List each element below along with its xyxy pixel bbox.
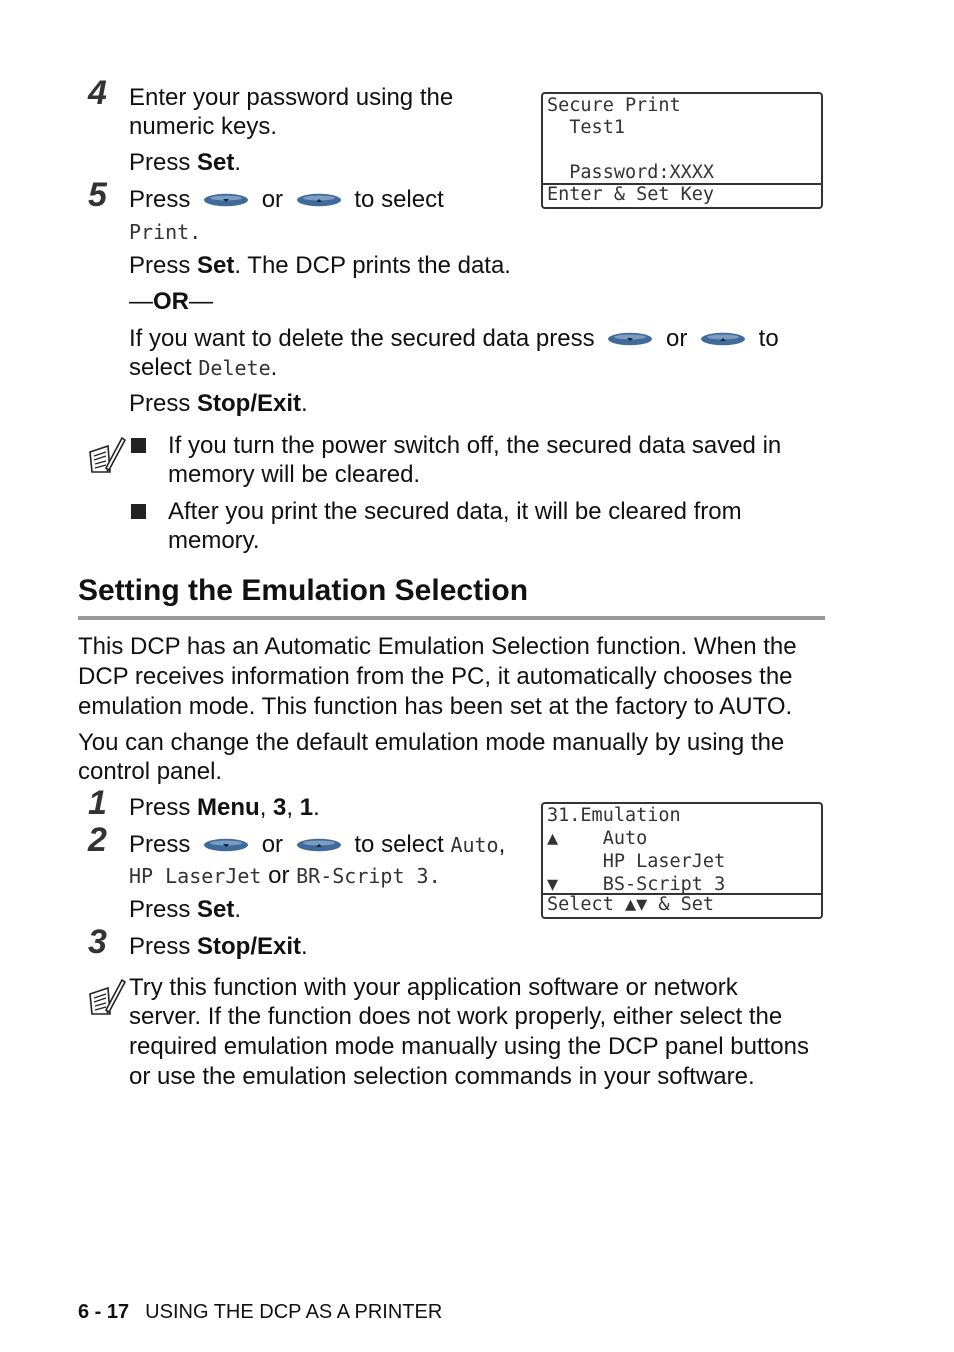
- step-number-4: 4: [88, 74, 107, 112]
- note1-bullet1-line2: memory will be cleared.: [168, 461, 421, 488]
- period: .: [234, 149, 242, 176]
- key-1-label: 1: [299, 794, 314, 821]
- paragraph1-line1: This DCP has an Automatic Emulation Selection function. When the: [78, 633, 797, 660]
- delete-text: If you want to delete the secured data press: [129, 325, 595, 352]
- print-code: Print: [129, 220, 190, 244]
- comma: ,: [286, 794, 300, 821]
- delete-instruction-line1: [129, 324, 779, 354]
- lcd-footer-text: Select ▲▼ & Set: [547, 894, 715, 915]
- step2-select-line: [129, 830, 505, 860]
- delete-code: Delete: [198, 356, 271, 380]
- step3-text: [129, 932, 308, 962]
- br-script-code: BR-Script 3: [296, 864, 429, 888]
- dash: —: [189, 288, 213, 315]
- comma: ,: [259, 794, 274, 821]
- paragraph2-line2: control panel.: [78, 758, 223, 785]
- press-word: Press: [129, 390, 198, 417]
- step1-text: [129, 793, 320, 823]
- stop-exit-key-label: Stop/Exit: [197, 933, 302, 960]
- period: .: [234, 896, 242, 923]
- step5-press-set-line: [129, 251, 511, 281]
- lcd-line: ▼ BS-Script 3: [547, 874, 726, 895]
- down-arrow-button-icon: [203, 838, 249, 852]
- note1-bullet2-line2: memory.: [168, 527, 260, 554]
- press-word: Press: [129, 252, 198, 279]
- step-number-2: 2: [88, 821, 107, 859]
- paragraph1-line2: DCP receives information from the PC, it automatically chooses the: [78, 663, 793, 690]
- to-select-text: to select: [354, 186, 444, 213]
- set-key-label: Set: [197, 252, 235, 279]
- or-word: or: [261, 186, 284, 213]
- menu-key-label: Menu: [197, 794, 260, 821]
- section-divider: [78, 616, 825, 620]
- step4-text-line1: Enter your password using the: [129, 84, 454, 111]
- step5-press-stop-exit: [129, 389, 308, 419]
- step2-options-line: [129, 861, 441, 891]
- note1-bullet2-line1: After you print the secured data, it will be cleared from: [168, 498, 742, 525]
- lcd-line: ▲ Auto: [547, 828, 648, 849]
- step-number-3: 3: [88, 923, 107, 961]
- down-arrow-button-icon: [203, 193, 249, 207]
- or-word: or: [261, 831, 284, 858]
- comma: ,: [498, 831, 506, 858]
- chapter-title: USING THE DCP AS A PRINTER: [145, 1301, 443, 1323]
- note2-line3: required emulation mode manually using the DCP panel buttons: [129, 1033, 809, 1060]
- set-key-label: Set: [197, 896, 235, 923]
- to-word: to: [758, 325, 779, 352]
- note1-bullet1-line1: If you turn the power switch off, the secured data saved in: [168, 432, 782, 459]
- down-arrow-button-icon: [607, 332, 653, 346]
- lcd-display-emulation: [541, 802, 823, 919]
- lcd-footer-text: Enter & Set Key: [547, 184, 715, 205]
- dash: —: [129, 288, 153, 315]
- lcd-line: HP LaserJet: [547, 851, 726, 872]
- page-footer: [78, 1301, 442, 1324]
- step2-press-set: [129, 895, 241, 925]
- or-word: or: [261, 862, 297, 889]
- lcd-footer: [543, 893, 821, 917]
- or-label: OR: [153, 288, 189, 315]
- lcd-line: Test1: [547, 117, 625, 138]
- press-word: Press: [129, 831, 191, 858]
- period: .: [313, 794, 320, 821]
- to-select-text: to select: [354, 831, 451, 858]
- note2-line2: server. If the function does not work properly, either select the: [129, 1003, 783, 1030]
- step4-press-set: [129, 148, 241, 178]
- press-word: Press: [129, 896, 198, 923]
- hp-laserjet-code: HP LaserJet: [129, 864, 262, 888]
- step5-print-line: [129, 217, 201, 247]
- or-word: or: [665, 325, 688, 352]
- press-word: Press: [129, 149, 198, 176]
- or-separator: [129, 287, 213, 317]
- lcd-display-secure-print: [541, 92, 823, 209]
- period: .: [301, 390, 308, 417]
- press-word: Press: [129, 186, 191, 213]
- step-number-5: 5: [88, 176, 107, 214]
- note-pencil-icon: [86, 434, 126, 474]
- page-number: 6 - 17: [78, 1301, 130, 1323]
- period: .: [189, 220, 202, 244]
- lcd-line: Secure Print: [547, 95, 681, 116]
- select-word: select: [129, 354, 199, 381]
- up-arrow-button-icon: [296, 838, 342, 852]
- up-arrow-button-icon: [296, 193, 342, 207]
- prints-data-text: . The DCP prints the data.: [234, 252, 511, 279]
- press-word: Press: [129, 933, 198, 960]
- bullet-marker: [131, 504, 146, 519]
- note2-line1: Try this function with your application software or network: [129, 974, 738, 1001]
- auto-code: Auto: [450, 833, 499, 857]
- step4-text-line2: numeric keys.: [129, 113, 278, 140]
- note2-line4: or use the emulation selection commands in your software.: [129, 1063, 755, 1090]
- stop-exit-key-label: Stop/Exit: [197, 390, 302, 417]
- lcd-line: Password:XXXX: [547, 162, 715, 183]
- section-title: Setting the Emulation Selection: [78, 574, 529, 607]
- step5-select-line: [129, 185, 444, 215]
- key-3-label: 3: [273, 794, 287, 821]
- period: .: [301, 933, 308, 960]
- set-key-label: Set: [197, 149, 235, 176]
- period: .: [428, 864, 441, 888]
- lcd-footer: [543, 183, 821, 207]
- note-pencil-icon: [86, 976, 126, 1016]
- bullet-marker: [131, 438, 146, 453]
- up-arrow-button-icon: [700, 332, 746, 346]
- period: .: [270, 354, 278, 381]
- paragraph1-line3: emulation mode. This function has been set at the factory to AUTO.: [78, 693, 793, 720]
- paragraph2-line1: You can change the default emulation mode manually by using the: [78, 729, 785, 756]
- delete-instruction-line2: [129, 353, 277, 383]
- lcd-line: 31.Emulation: [547, 805, 681, 826]
- step-number-1: 1: [88, 784, 107, 822]
- press-word: Press: [129, 794, 198, 821]
